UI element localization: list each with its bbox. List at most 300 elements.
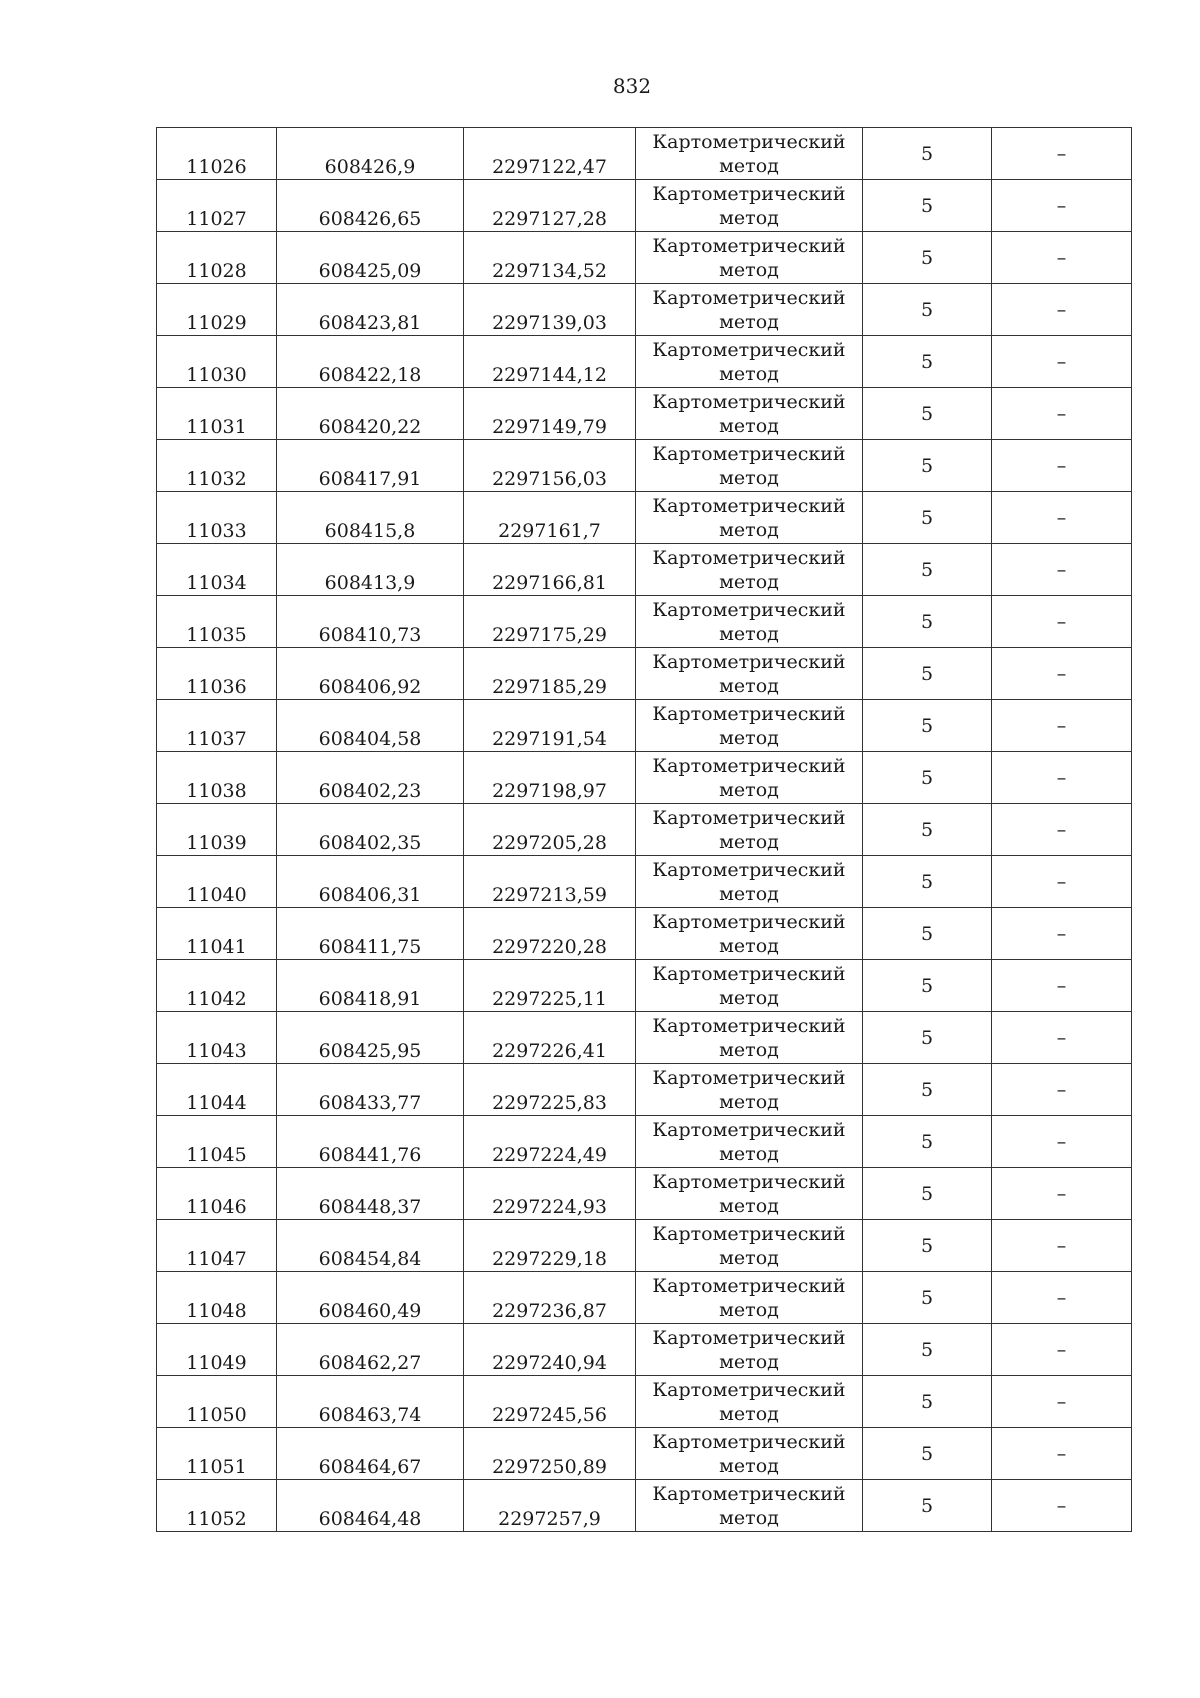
- x-coordinate-cell: [277, 1116, 464, 1168]
- y-coordinate-cell: [464, 1012, 636, 1064]
- x-coordinate-cell: [277, 1428, 464, 1480]
- point-number-cell: [157, 1012, 277, 1064]
- method-text: метод: [719, 1402, 779, 1425]
- method-cell: [636, 908, 863, 960]
- y-coordinate-cell: [464, 1116, 636, 1168]
- y-coordinate-text: 2297166,81: [492, 572, 607, 594]
- method-cell: [636, 804, 863, 856]
- y-coordinate-text: 2297175,29: [492, 624, 607, 646]
- point-number-cell: [157, 700, 277, 752]
- description-cell: –: [992, 232, 1132, 284]
- method-cell: [636, 284, 863, 336]
- method-text: Картометрический: [652, 806, 846, 829]
- method-cell: [636, 596, 863, 648]
- method-text: Картометрический: [652, 338, 846, 361]
- y-coordinate-cell: [464, 1272, 636, 1324]
- point-number-text: 11031: [186, 416, 247, 438]
- accuracy-cell: 5: [863, 1324, 992, 1376]
- accuracy-cell: 5: [863, 1064, 992, 1116]
- y-coordinate-cell: [464, 1168, 636, 1220]
- method-text: Картометрический: [652, 650, 846, 673]
- point-number-text: 11034: [186, 572, 247, 594]
- y-coordinate-text: 2297225,83: [492, 1092, 607, 1114]
- x-coordinate-text: 608433,77: [318, 1092, 422, 1114]
- accuracy-cell: 5: [863, 1168, 992, 1220]
- method-text: Картометрический: [652, 910, 846, 933]
- x-coordinate-text: 608463,74: [318, 1404, 422, 1426]
- x-coordinate-text: 608425,09: [318, 260, 422, 282]
- y-coordinate-cell: [464, 180, 636, 232]
- x-coordinate-text: 608454,84: [318, 1248, 422, 1270]
- method-text: метод: [719, 1142, 779, 1165]
- x-coordinate-cell: [277, 128, 464, 180]
- method-text: метод: [719, 778, 779, 801]
- table-row: [157, 1220, 1132, 1272]
- accuracy-cell: 5: [863, 908, 992, 960]
- x-coordinate-cell: [277, 1324, 464, 1376]
- accuracy-cell: 5: [863, 544, 992, 596]
- accuracy-cell: 5: [863, 128, 992, 180]
- x-coordinate-cell: [277, 440, 464, 492]
- description-cell: –: [992, 284, 1132, 336]
- description-cell: –: [992, 960, 1132, 1012]
- point-number-cell: [157, 1116, 277, 1168]
- y-coordinate-text: 2297225,11: [492, 988, 607, 1010]
- table-row: [157, 1376, 1132, 1428]
- table-row: [157, 700, 1132, 752]
- method-cell: [636, 336, 863, 388]
- x-coordinate-text: 608402,23: [318, 780, 422, 802]
- x-coordinate-cell: [277, 388, 464, 440]
- method-cell: [636, 700, 863, 752]
- accuracy-cell: 5: [863, 336, 992, 388]
- point-number-text: 11052: [186, 1508, 247, 1530]
- point-number-text: 11026: [186, 156, 247, 178]
- x-coordinate-text: 608406,92: [318, 676, 422, 698]
- point-number-text: 11051: [186, 1456, 247, 1478]
- method-cell: [636, 1376, 863, 1428]
- method-text: метод: [719, 206, 779, 229]
- method-text: метод: [719, 986, 779, 1009]
- method-text: Картометрический: [652, 1066, 846, 1089]
- y-coordinate-cell: [464, 804, 636, 856]
- page-number: 832: [612, 74, 652, 98]
- point-number-text: 11036: [186, 676, 247, 698]
- point-number-cell: [157, 128, 277, 180]
- y-coordinate-text: 2297250,89: [492, 1456, 607, 1478]
- point-number-text: 11027: [186, 208, 247, 230]
- method-cell: [636, 388, 863, 440]
- y-coordinate-text: 2297198,97: [492, 780, 607, 802]
- accuracy-cell: 5: [863, 752, 992, 804]
- method-cell: [636, 960, 863, 1012]
- description-cell: –: [992, 752, 1132, 804]
- y-coordinate-cell: [464, 284, 636, 336]
- table-row: [157, 1272, 1132, 1324]
- table-row: [157, 804, 1132, 856]
- point-number-cell: [157, 648, 277, 700]
- point-number-cell: [157, 284, 277, 336]
- y-coordinate-text: 2297134,52: [492, 260, 607, 282]
- description-cell: –: [992, 1480, 1132, 1532]
- table-row: [157, 1168, 1132, 1220]
- accuracy-cell: 5: [863, 1376, 992, 1428]
- description-cell: –: [992, 1220, 1132, 1272]
- description-cell: –: [992, 388, 1132, 440]
- point-number-cell: [157, 960, 277, 1012]
- method-text: метод: [719, 622, 779, 645]
- y-coordinate-cell: [464, 128, 636, 180]
- method-cell: [636, 232, 863, 284]
- accuracy-cell: 5: [863, 648, 992, 700]
- method-text: метод: [719, 1350, 779, 1373]
- table-row: [157, 856, 1132, 908]
- table-row: [157, 544, 1132, 596]
- point-number-cell: [157, 1064, 277, 1116]
- y-coordinate-cell: [464, 336, 636, 388]
- point-number-text: 11050: [186, 1404, 247, 1426]
- point-number-cell: [157, 752, 277, 804]
- y-coordinate-text: 2297224,49: [492, 1144, 607, 1166]
- table-row: [157, 388, 1132, 440]
- point-number-cell: [157, 440, 277, 492]
- y-coordinate-cell: [464, 960, 636, 1012]
- table-row: [157, 180, 1132, 232]
- x-coordinate-text: 608426,65: [318, 208, 422, 230]
- method-cell: [636, 648, 863, 700]
- x-coordinate-cell: [277, 700, 464, 752]
- point-number-cell: [157, 336, 277, 388]
- description-cell: –: [992, 1116, 1132, 1168]
- method-cell: [636, 1480, 863, 1532]
- y-coordinate-cell: [464, 544, 636, 596]
- x-coordinate-cell: [277, 232, 464, 284]
- method-cell: [636, 180, 863, 232]
- description-cell: –: [992, 648, 1132, 700]
- method-cell: [636, 856, 863, 908]
- point-number-text: 11041: [186, 936, 247, 958]
- x-coordinate-text: 608464,48: [318, 1508, 422, 1530]
- table-row: [157, 336, 1132, 388]
- x-coordinate-text: 608411,75: [318, 936, 422, 958]
- method-text: метод: [719, 934, 779, 957]
- method-text: Картометрический: [652, 546, 846, 569]
- x-coordinate-cell: [277, 1012, 464, 1064]
- point-number-cell: [157, 1220, 277, 1272]
- description-cell: –: [992, 1168, 1132, 1220]
- method-cell: [636, 1012, 863, 1064]
- y-coordinate-text: 2297224,93: [492, 1196, 607, 1218]
- x-coordinate-cell: [277, 492, 464, 544]
- description-cell: –: [992, 1064, 1132, 1116]
- method-text: Картометрический: [652, 1170, 846, 1193]
- x-coordinate-text: 608404,58: [318, 728, 422, 750]
- method-text: Картометрический: [652, 754, 846, 777]
- method-text: Картометрический: [652, 1430, 846, 1453]
- x-coordinate-cell: [277, 648, 464, 700]
- description-cell: –: [992, 596, 1132, 648]
- method-text: Картометрический: [652, 494, 846, 517]
- point-number-text: 11033: [186, 520, 247, 542]
- y-coordinate-cell: [464, 1480, 636, 1532]
- table-row: [157, 492, 1132, 544]
- description-cell: –: [992, 1376, 1132, 1428]
- description-cell: –: [992, 544, 1132, 596]
- method-text: Картометрический: [652, 286, 846, 309]
- point-number-cell: [157, 1168, 277, 1220]
- y-coordinate-text: 2297220,28: [492, 936, 607, 958]
- accuracy-cell: 5: [863, 804, 992, 856]
- method-cell: [636, 440, 863, 492]
- y-coordinate-cell: [464, 596, 636, 648]
- accuracy-cell: 5: [863, 700, 992, 752]
- table-row: [157, 1324, 1132, 1376]
- x-coordinate-cell: [277, 856, 464, 908]
- method-text: метод: [719, 154, 779, 177]
- method-cell: [636, 1168, 863, 1220]
- method-cell: [636, 492, 863, 544]
- point-number-text: 11035: [186, 624, 247, 646]
- x-coordinate-cell: [277, 804, 464, 856]
- y-coordinate-text: 2297149,79: [492, 416, 607, 438]
- x-coordinate-text: 608406,31: [318, 884, 422, 906]
- y-coordinate-cell: [464, 440, 636, 492]
- method-text: метод: [719, 570, 779, 593]
- description-cell: –: [992, 1324, 1132, 1376]
- table-row: [157, 1428, 1132, 1480]
- description-cell: –: [992, 336, 1132, 388]
- method-cell: [636, 128, 863, 180]
- method-text: метод: [719, 726, 779, 749]
- y-coordinate-text: 2297191,54: [492, 728, 607, 750]
- description-cell: –: [992, 128, 1132, 180]
- table-row: [157, 596, 1132, 648]
- point-number-text: 11028: [186, 260, 247, 282]
- description-cell: –: [992, 856, 1132, 908]
- x-coordinate-text: 608415,8: [324, 520, 416, 542]
- point-number-cell: [157, 1272, 277, 1324]
- method-text: метод: [719, 1246, 779, 1269]
- point-number-cell: [157, 544, 277, 596]
- table-row: [157, 232, 1132, 284]
- y-coordinate-text: 2297245,56: [492, 1404, 607, 1426]
- method-cell: [636, 1428, 863, 1480]
- method-text: Картометрический: [652, 962, 846, 985]
- method-cell: [636, 1220, 863, 1272]
- x-coordinate-cell: [277, 1168, 464, 1220]
- y-coordinate-cell: [464, 856, 636, 908]
- x-coordinate-text: 608413,9: [324, 572, 416, 594]
- method-text: Картометрический: [652, 702, 846, 725]
- y-coordinate-text: 2297213,59: [492, 884, 607, 906]
- description-cell: –: [992, 1428, 1132, 1480]
- y-coordinate-text: 2297144,12: [492, 364, 607, 386]
- x-coordinate-cell: [277, 1220, 464, 1272]
- coordinates-table: [156, 127, 1132, 1532]
- y-coordinate-text: 2297257,9: [498, 1508, 601, 1530]
- method-text: метод: [719, 830, 779, 853]
- accuracy-cell: 5: [863, 1116, 992, 1168]
- method-text: Картометрический: [652, 182, 846, 205]
- y-coordinate-cell: [464, 1220, 636, 1272]
- description-cell: –: [992, 700, 1132, 752]
- method-text: Картометрический: [652, 1014, 846, 1037]
- method-text: метод: [719, 674, 779, 697]
- description-cell: –: [992, 908, 1132, 960]
- x-coordinate-text: 608460,49: [318, 1300, 422, 1322]
- y-coordinate-text: 2297205,28: [492, 832, 607, 854]
- x-coordinate-text: 608464,67: [318, 1456, 422, 1478]
- x-coordinate-text: 608441,76: [318, 1144, 422, 1166]
- point-number-cell: [157, 388, 277, 440]
- y-coordinate-cell: [464, 1376, 636, 1428]
- y-coordinate-cell: [464, 492, 636, 544]
- point-number-cell: [157, 1480, 277, 1532]
- method-text: Картометрический: [652, 234, 846, 257]
- accuracy-cell: 5: [863, 1480, 992, 1532]
- point-number-cell: [157, 180, 277, 232]
- table-row: [157, 1064, 1132, 1116]
- method-text: метод: [719, 1090, 779, 1113]
- table-row: [157, 752, 1132, 804]
- y-coordinate-cell: [464, 1064, 636, 1116]
- method-text: Картометрический: [652, 1274, 846, 1297]
- point-number-text: 11046: [186, 1196, 247, 1218]
- y-coordinate-text: 2297127,28: [492, 208, 607, 230]
- x-coordinate-text: 608448,37: [318, 1196, 422, 1218]
- point-number-cell: [157, 856, 277, 908]
- method-text: метод: [719, 414, 779, 437]
- table-row: [157, 1480, 1132, 1532]
- method-text: Картометрический: [652, 442, 846, 465]
- x-coordinate-cell: [277, 908, 464, 960]
- table-row: [157, 440, 1132, 492]
- x-coordinate-text: 608417,91: [318, 468, 422, 490]
- y-coordinate-text: 2297161,7: [498, 520, 601, 542]
- method-text: метод: [719, 1298, 779, 1321]
- point-number-cell: [157, 596, 277, 648]
- table-row: [157, 960, 1132, 1012]
- method-text: метод: [719, 1454, 779, 1477]
- method-text: метод: [719, 362, 779, 385]
- accuracy-cell: 5: [863, 492, 992, 544]
- x-coordinate-text: 608418,91: [318, 988, 422, 1010]
- method-text: метод: [719, 1506, 779, 1529]
- table-row: [157, 648, 1132, 700]
- point-number-cell: [157, 232, 277, 284]
- method-cell: [636, 1324, 863, 1376]
- point-number-text: 11038: [186, 780, 247, 802]
- table-row: [157, 1116, 1132, 1168]
- method-text: Картометрический: [652, 1118, 846, 1141]
- method-text: метод: [719, 518, 779, 541]
- y-coordinate-cell: [464, 232, 636, 284]
- x-coordinate-cell: [277, 596, 464, 648]
- accuracy-cell: 5: [863, 440, 992, 492]
- point-number-text: 11045: [186, 1144, 247, 1166]
- point-number-text: 11029: [186, 312, 247, 334]
- description-cell: –: [992, 440, 1132, 492]
- x-coordinate-cell: [277, 1480, 464, 1532]
- coordinates-table-body: [157, 128, 1132, 1532]
- x-coordinate-cell: [277, 336, 464, 388]
- accuracy-cell: 5: [863, 596, 992, 648]
- accuracy-cell: 5: [863, 856, 992, 908]
- point-number-cell: [157, 1376, 277, 1428]
- accuracy-cell: 5: [863, 1012, 992, 1064]
- table-row: [157, 284, 1132, 336]
- y-coordinate-cell: [464, 648, 636, 700]
- method-cell: [636, 1116, 863, 1168]
- y-coordinate-cell: [464, 908, 636, 960]
- point-number-cell: [157, 1324, 277, 1376]
- point-number-cell: [157, 908, 277, 960]
- y-coordinate-text: 2297229,18: [492, 1248, 607, 1270]
- y-coordinate-cell: [464, 1324, 636, 1376]
- x-coordinate-text: 608426,9: [324, 156, 416, 178]
- x-coordinate-text: 608423,81: [318, 312, 422, 334]
- method-text: метод: [719, 1038, 779, 1061]
- accuracy-cell: 5: [863, 960, 992, 1012]
- y-coordinate-text: 2297236,87: [492, 1300, 607, 1322]
- x-coordinate-cell: [277, 180, 464, 232]
- method-text: Картометрический: [652, 1482, 846, 1505]
- point-number-text: 11049: [186, 1352, 247, 1374]
- y-coordinate-cell: [464, 700, 636, 752]
- y-coordinate-cell: [464, 1428, 636, 1480]
- description-cell: –: [992, 492, 1132, 544]
- point-number-cell: [157, 1428, 277, 1480]
- accuracy-cell: 5: [863, 1272, 992, 1324]
- y-coordinate-cell: [464, 752, 636, 804]
- point-number-text: 11047: [186, 1248, 247, 1270]
- point-number-cell: [157, 492, 277, 544]
- method-text: Картометрический: [652, 858, 846, 881]
- y-coordinate-text: 2297226,41: [492, 1040, 607, 1062]
- point-number-text: 11048: [186, 1300, 247, 1322]
- method-text: Картометрический: [652, 1378, 846, 1401]
- point-number-text: 11042: [186, 988, 247, 1010]
- description-cell: –: [992, 804, 1132, 856]
- method-text: метод: [719, 310, 779, 333]
- point-number-text: 11040: [186, 884, 247, 906]
- method-text: Картометрический: [652, 1222, 846, 1245]
- point-number-text: 11032: [186, 468, 247, 490]
- x-coordinate-cell: [277, 1272, 464, 1324]
- point-number-text: 11030: [186, 364, 247, 386]
- description-cell: –: [992, 1272, 1132, 1324]
- x-coordinate-cell: [277, 752, 464, 804]
- x-coordinate-text: 608420,22: [318, 416, 422, 438]
- table-row: [157, 908, 1132, 960]
- accuracy-cell: 5: [863, 1428, 992, 1480]
- y-coordinate-text: 2297185,29: [492, 676, 607, 698]
- accuracy-cell: 5: [863, 1220, 992, 1272]
- y-coordinate-cell: [464, 388, 636, 440]
- point-number-text: 11043: [186, 1040, 247, 1062]
- method-cell: [636, 544, 863, 596]
- y-coordinate-text: 2297156,03: [492, 468, 607, 490]
- method-text: метод: [719, 1194, 779, 1217]
- x-coordinate-text: 608425,95: [318, 1040, 422, 1062]
- point-number-text: 11044: [186, 1092, 247, 1114]
- point-number-text: 11037: [186, 728, 247, 750]
- accuracy-cell: 5: [863, 388, 992, 440]
- x-coordinate-cell: [277, 960, 464, 1012]
- x-coordinate-cell: [277, 284, 464, 336]
- method-text: метод: [719, 466, 779, 489]
- point-number-cell: [157, 804, 277, 856]
